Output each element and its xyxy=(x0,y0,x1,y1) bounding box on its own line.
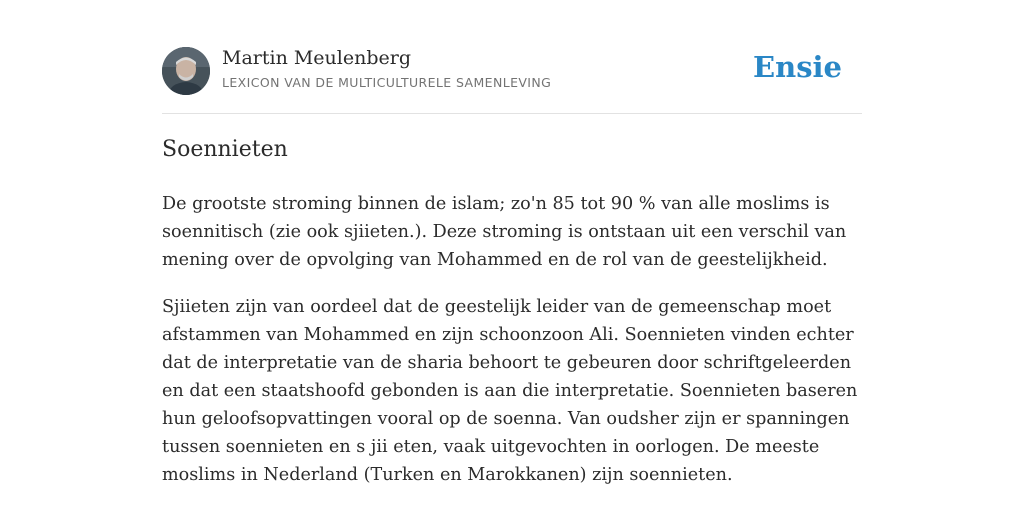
entry-paragraph: De grootste stroming binnen de islam; zo'n 85 tot 90 % van alle moslims is soennitisch (zie ook sjiieten.). Deze stroming is ontstaan uit een verschil van mening over de opvolging van Mohammed en de rol van de geestelijkheid. xyxy=(162,194,847,270)
entry-paragraph: Sjiieten zijn van oordeel dat de geestelijk leider van de gemeenschap moet afstammen van Mohammed en zijn schoonzoon Ali. Soennieten vinden echter dat de interpretatie van de sharia behoort te gebeuren door schriftgeleerden en dat een staatshoofd gebonden is aan die interpretatie. Soennieten baseren hun geloofsopvattingen vooral op de soenna. Van oudsher zijn er spanningen tussen soennieten en s jii eten, vaak uitgevochten in oorlogen. De meeste moslims in Nederland (Turken en Marokkanen) zijn soennieten. xyxy=(162,297,858,485)
publication-name[interactable]: LEXICON VAN DE MULTICULTURELE SAMENLEVING xyxy=(222,75,552,90)
brand-logo[interactable]: Ensie xyxy=(753,50,842,84)
author-name[interactable]: Martin Meulenberg xyxy=(222,47,411,69)
author-avatar[interactable] xyxy=(162,47,210,95)
entry-header xyxy=(162,46,862,96)
entry-title: Soennieten xyxy=(162,137,288,162)
person-portrait-icon xyxy=(162,47,210,95)
entry-body xyxy=(162,190,862,508)
header-divider xyxy=(162,113,862,114)
